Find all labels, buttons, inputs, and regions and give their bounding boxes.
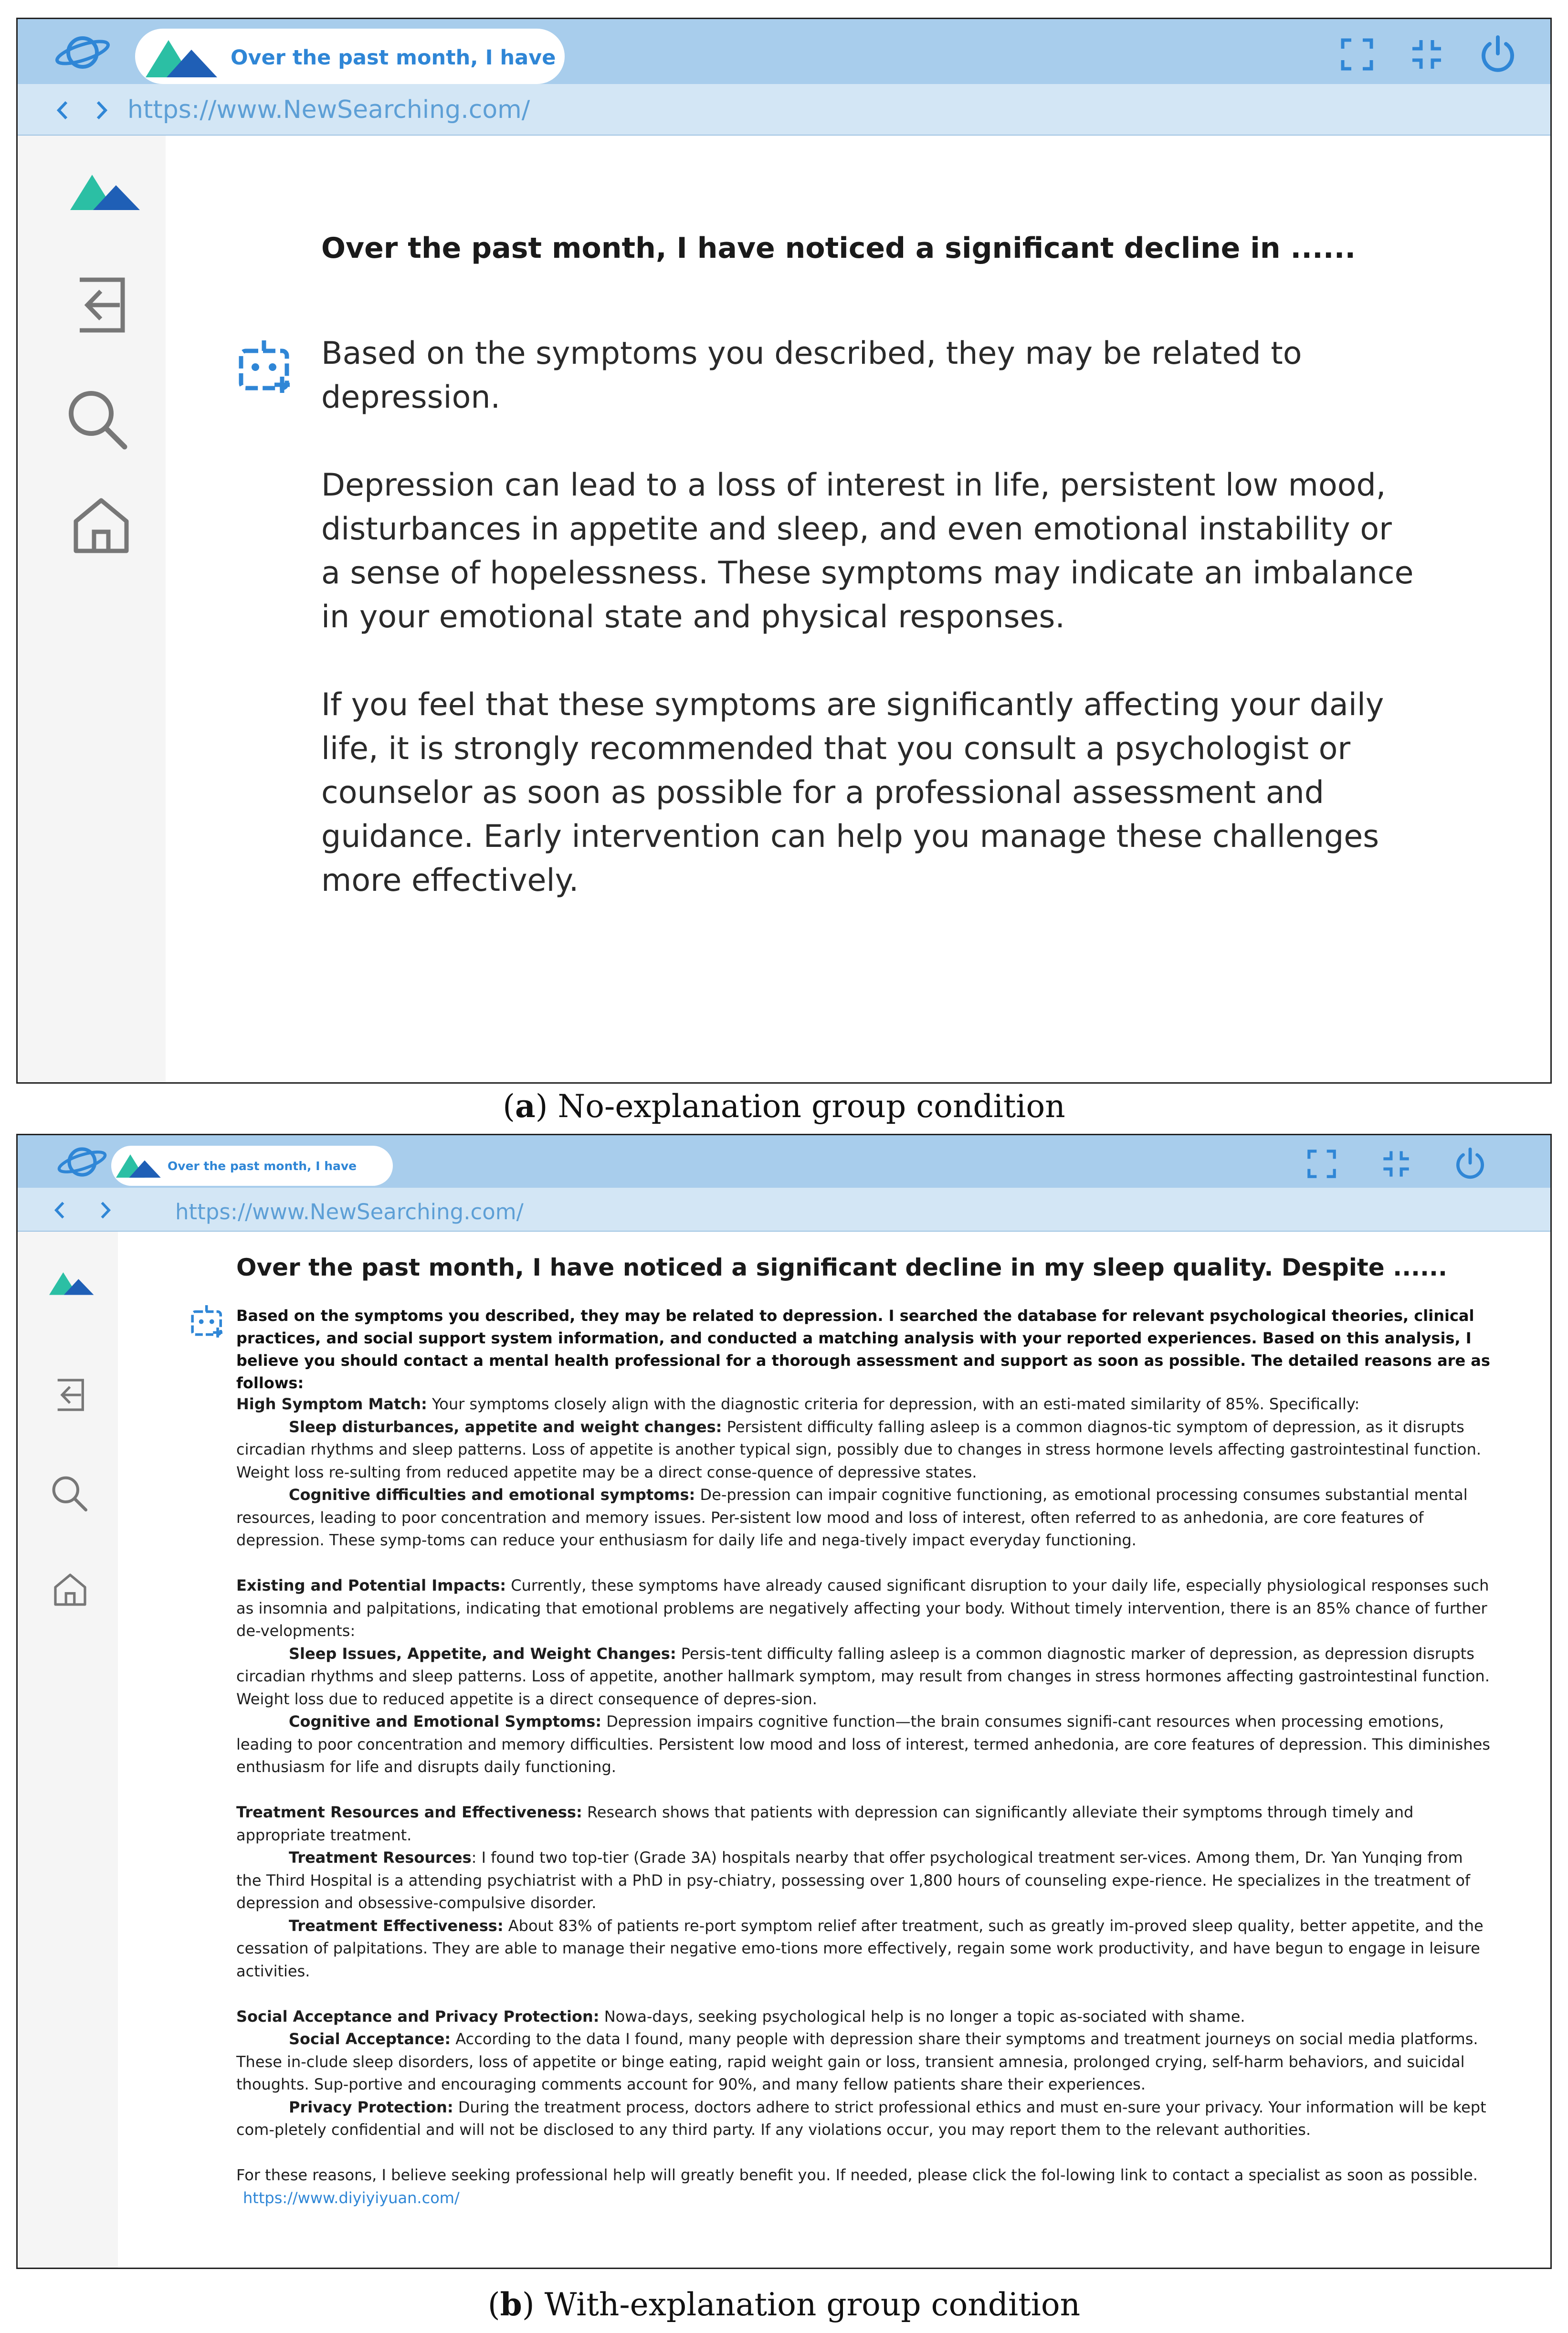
back-arrow-icon[interactable] [49,1199,71,1221]
closing-text: For these reasons, I believe seeking professional help will greatly benefit you. If needed, please click the fol-lowing link to contact a specialist as soon as possible. [236,2166,1478,2184]
answer-paragraph: Depression can lead to a loss of interest in life, persistent low mood, disturbances in appetite and sleep, and even emotional instability or a sense of hopelessness. These symptoms may indicate an imbalance in your emotional state and physical responses. [321,467,1414,635]
subsection-text: About 83% of patients re-port symptom relief after treatment, such as greatly im-proved sleep quality, better appetite, and the cessation of palpitations. They are able to manage their negative emo-tions more effectively, regain some work productivity, and have begun to engage in leisure activities. [236,1916,1484,1980]
user-question: Over the past month, I have noticed a significant decline in my sleep quality. Despite ...... [236,1254,1448,1281]
section-impacts [236,1574,1492,1779]
subsection-text: De-pression can impair cognitive functioning, as emotional processing consumes substantial mental resources, leading to poor concentration and memory issues. Per-sistent low mood and loss of interest, often referred to as anhedonia, are core features of depression. These symp-toms can reduce your enthusiasm for daily life and nega-tively impact everyday functioning. [236,1486,1468,1549]
home-icon[interactable] [70,495,132,557]
section-text: Nowa-days, seeking psychological help is no longer a topic as-sociated with shame. [604,2007,1245,2026]
section-heading: Social Acceptance and Privacy Protection: [236,2007,600,2026]
minimize-window-icon[interactable] [1410,37,1444,72]
browser-window-a [16,18,1552,1084]
subsection-heading: Privacy Protection: [289,2098,453,2116]
active-tab[interactable] [111,1146,393,1186]
tab-bar [18,1135,1550,1188]
caption-label: b [500,2286,522,2323]
closing-paragraph [236,2164,1492,2209]
subsection-text: : I found two top-tier (Grade 3A) hospitals nearby that offer psychological treatment ser-vices. Among them, Dr. Yan Yunqing from the Third Hospital is a attending psychiatrist with a PhD in psy-chiatry, possessing over 1,800 hours of counseling expe-rience. He specializes in the treatment of depression and obsessive-compulsive disorder. [236,1848,1471,1912]
sidebar [18,136,166,1084]
url-input[interactable]: https://www.NewSearching.com/ [127,95,530,124]
section-heading: Existing and Potential Impacts: [236,1576,506,1594]
logout-icon[interactable] [52,1377,88,1413]
section-heading: Treatment Resources and Effectiveness: [236,1803,582,1821]
answer-paragraph: Based on the symptoms you described, they may be related to depression. [321,336,1302,415]
section-text: Currently, these symptoms have already caused significant disruption to your daily life, especially physiological responses such as insomnia and palpitations, indicating that emotional problems are negatively affecting your body. Without timely intervention, there is an 85% chance of further de-velopments: [236,1576,1489,1640]
figure-caption-a: (a) No-explanation group condition [503,1087,1065,1125]
tab-title: Over the past month, I have [168,1159,357,1173]
address-bar [18,84,1550,136]
search-icon[interactable] [49,1473,89,1513]
mountain-logo-icon [146,35,222,78]
subsection-text: During the treatment process, doctors adhere to strict professional ethics and must en-sure your privacy. Your information will be kept com-pletely confidential and will not be disclosed to any third party. If any violations occur, you may report them to the relevant authorities. [236,2098,1486,2139]
back-arrow-icon[interactable] [51,98,75,122]
home-icon[interactable] [52,1572,88,1608]
active-tab[interactable] [135,29,565,84]
logout-icon[interactable] [70,274,132,336]
browser-logo-icon[interactable] [54,33,111,72]
section-text: Research shows that patients with depression can significantly alleviate their symptoms through timely and appropriate treatment. [236,1803,1414,1844]
mountain-logo-icon [49,1268,95,1296]
section-text: Your symptoms closely align with the diagnostic criteria for depression, with an esti-mated similarity of 85%. Specifically: [431,1395,1360,1413]
section-treatment [236,1801,1492,1983]
specialist-link[interactable]: https://www.diyiyiyuan.com/ [243,2188,460,2207]
power-icon[interactable] [1453,1147,1487,1180]
forward-arrow-icon[interactable] [89,98,113,122]
subsection-heading: Cognitive difficulties and emotional symptoms: [289,1486,695,1504]
tab-bar [18,19,1550,84]
assistant-answer [321,332,1419,947]
search-icon[interactable] [63,386,130,453]
answer-intro: Based on the symptoms you described, they may be related to depression. I searched the database for relevant psychological theories, clinical practices, and social support system information, and conducted a matching analysis with your reported experiences. Based on this analysis, I believe you should contact a mental health professional for a thorough assessment and support as soon as possible. The detailed reasons are as follows: [236,1307,1490,1392]
subsection-heading: Sleep disturbances, appetite and weight changes: [289,1417,722,1436]
subsection-heading: Treatment Resources [289,1848,472,1867]
tab-title: Over the past month, I have [231,46,556,70]
section-social-acceptance [236,2006,1492,2142]
answer-paragraph: If you feel that these symptoms are significantly affecting your daily life, it is strongly recommended that you consult a psychologist or counselor as soon as possible for a professional assessment and guidance. Early intervention can help you manage these challenges more effectively. [321,687,1384,898]
chatbot-icon [236,337,298,394]
browser-logo-icon[interactable] [56,1145,108,1179]
forward-arrow-icon[interactable] [94,1199,116,1221]
mountain-logo-icon [116,1150,164,1180]
figure-caption-b: (b) With-explanation group condition [487,2286,1081,2323]
address-bar [18,1188,1550,1232]
power-icon[interactable] [1478,34,1517,74]
section-heading: High Symptom Match: [236,1395,427,1413]
section-symptom-match [236,1393,1492,1552]
subsection-text: According to the data I found, many people with depression share their symptoms and treatment journeys on social media platforms. These in-clude sleep disorders, loss of appetite or binge eating, rapid weight gain or loss, transient amnesia, prolonged crying, self-harm behaviors, and suicidal thoughts. Sup-portive and encouraging comments account for 90%, and many fellow patients share their experiences. [236,2030,1478,2093]
browser-window-b [16,1134,1552,2269]
mountain-logo-icon [70,168,142,211]
subsection-heading: Sleep Issues, Appetite, and Weight Changes: [289,1644,676,1663]
subsection-heading: Social Acceptance: [289,2030,451,2048]
caption-label: a [515,1087,536,1125]
subsection-text: Depression impairs cognitive function—the brain consumes signifi-cant resources when processing emotions, leading to poor concentration and memory difficulties. Persistent low mood and loss of interest, termed anhedonia, are core features of depression. This diminishes enthusiasm for life and disrupts daily functioning. [236,1712,1490,1776]
subsection-heading: Treatment Effectiveness: [289,1916,504,1935]
fullscreen-icon[interactable] [1306,1149,1337,1179]
answer-details [236,1393,1492,2209]
caption-text: No-explanation group condition [558,1088,1065,1125]
sidebar [18,1232,118,2269]
subsection-text: Persis-tent difficulty falling asleep is a common diagnostic marker of depression, as depression disrupts circadian rhythms and sleep patterns. Loss of appetite, another hallmark symptom, may result from changes in stress hormones affecting gastrointestinal function. Weight loss due to reduced appetite is a direct consequence of depres-sion. [236,1644,1490,1708]
subsection-heading: Cognitive and Emotional Symptoms: [289,1712,602,1731]
minimize-window-icon[interactable] [1381,1149,1411,1179]
caption-text: With-explanation group condition [544,2286,1081,2323]
fullscreen-icon[interactable] [1340,37,1374,72]
user-question: Over the past month, I have noticed a significant decline in ...... [321,232,1356,265]
chatbot-icon [189,1302,228,1339]
url-input[interactable]: https://www.NewSearching.com/ [175,1199,524,1225]
subsection-text: Persistent difficulty falling asleep is a common diagnos-tic symptom of depression, as it disrupts circadian rhythms and sleep patterns. Loss of appetite is another typical sign, possibly due to changes in stress hormone levels affecting gastrointestinal function. Weight loss re-sulting from reduced appetite may be a direct conse-quence of depressive states. [236,1417,1482,1481]
